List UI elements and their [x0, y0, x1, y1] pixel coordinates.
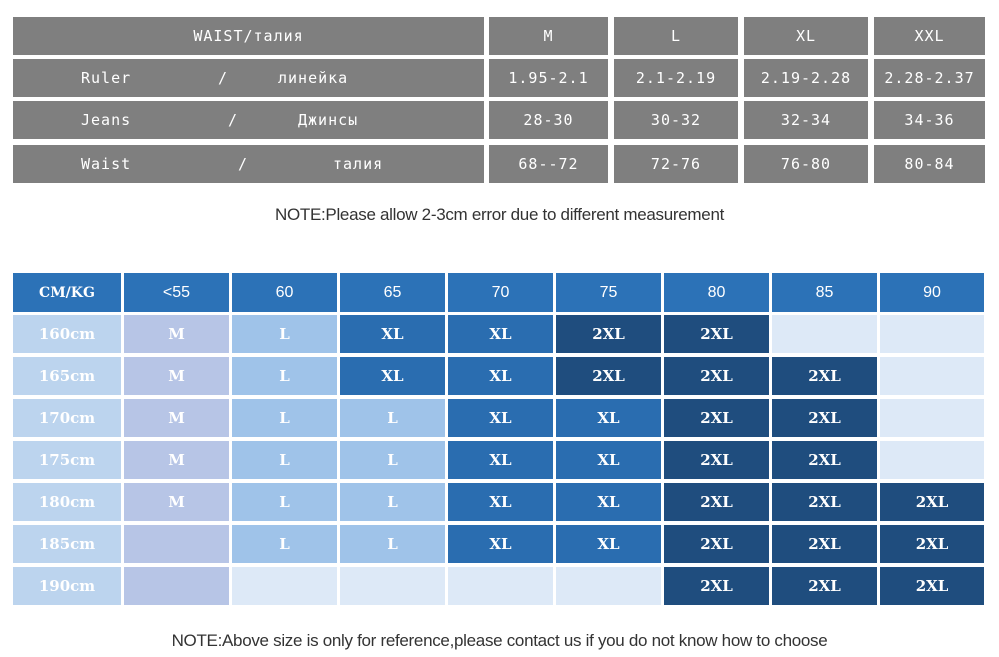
height-label: 190cm [13, 567, 121, 605]
size-cell: 2XL [880, 525, 984, 563]
waist-cell: 2.19-2.28 [744, 59, 868, 97]
row-name-ru: Джинсы [298, 111, 359, 129]
height-label: 180cm [13, 483, 121, 521]
waist-cell: 2.1-2.19 [614, 59, 738, 97]
size-cell: 2XL [772, 567, 877, 605]
size-cell [880, 357, 984, 395]
size-cell: 2XL [556, 315, 661, 353]
size-cell: M [124, 483, 229, 521]
waist-cell: 80-84 [874, 145, 985, 183]
size-cell: XL [556, 483, 661, 521]
size-cell: XL [448, 357, 553, 395]
weight-header: 85 [772, 273, 877, 312]
row-label-waist [13, 145, 484, 183]
size-header-xxl: XXL [874, 17, 985, 55]
size-cell: L [232, 525, 337, 563]
row-name-en: Jeans [81, 111, 132, 129]
size-cell: M [124, 399, 229, 437]
size-cell [880, 399, 984, 437]
row-name-en: Waist [81, 155, 132, 173]
waist-cell: 30-32 [614, 101, 738, 139]
size-cell [556, 567, 661, 605]
waist-cell: 32-34 [744, 101, 868, 139]
chart-corner-header: CM/KG [13, 273, 121, 312]
size-cell: L [232, 399, 337, 437]
size-cell: L [340, 399, 445, 437]
size-cell: XL [556, 525, 661, 563]
size-header-m: M [489, 17, 608, 55]
size-cell: M [124, 441, 229, 479]
size-cell: 2XL [772, 399, 877, 437]
size-cell: 2XL [772, 441, 877, 479]
size-cell: 2XL [664, 357, 769, 395]
weight-header: 90 [880, 273, 984, 312]
size-cell [232, 567, 337, 605]
size-cell: 2XL [556, 357, 661, 395]
size-cell: L [340, 483, 445, 521]
waist-cell: 2.28-2.37 [874, 59, 985, 97]
size-cell: XL [340, 357, 445, 395]
size-cell [340, 567, 445, 605]
waist-cell: 76-80 [744, 145, 868, 183]
size-cell: L [232, 357, 337, 395]
size-cell: M [124, 357, 229, 395]
waist-cell: 72-76 [614, 145, 738, 183]
size-cell [772, 315, 877, 353]
size-cell [124, 567, 229, 605]
row-label-ruler [13, 59, 484, 97]
size-cell: 2XL [772, 525, 877, 563]
weight-header: 60 [232, 273, 337, 312]
waist-cell: 34-36 [874, 101, 985, 139]
size-header-xl: XL [744, 17, 868, 55]
row-name-ru: талия [333, 155, 384, 173]
size-cell: M [124, 315, 229, 353]
weight-header: <55 [124, 273, 229, 312]
row-separator: / [238, 155, 249, 173]
size-cell: L [340, 441, 445, 479]
row-label-jeans [13, 101, 484, 139]
size-cell: XL [448, 483, 553, 521]
size-cell: XL [340, 315, 445, 353]
height-label: 175cm [13, 441, 121, 479]
size-cell: 2XL [664, 399, 769, 437]
size-cell [880, 441, 984, 479]
waist-cell: 68--72 [489, 145, 608, 183]
height-label: 165cm [13, 357, 121, 395]
size-cell: L [232, 441, 337, 479]
weight-header: 75 [556, 273, 661, 312]
size-cell [124, 525, 229, 563]
size-cell: 2XL [772, 483, 877, 521]
size-cell [448, 567, 553, 605]
size-cell: 2XL [664, 315, 769, 353]
size-cell: L [232, 315, 337, 353]
weight-header: 80 [664, 273, 769, 312]
row-name-en: Ruler [81, 69, 132, 87]
size-cell: 2XL [880, 567, 984, 605]
row-separator: / [218, 69, 229, 87]
height-label: 170cm [13, 399, 121, 437]
size-cell: XL [556, 441, 661, 479]
size-cell: 2XL [664, 567, 769, 605]
size-cell: 2XL [664, 441, 769, 479]
height-label: 160cm [13, 315, 121, 353]
size-cell: XL [448, 399, 553, 437]
size-cell: 2XL [664, 483, 769, 521]
size-cell: XL [448, 315, 553, 353]
row-separator: / [228, 111, 239, 129]
waist-cell: 1.95-2.1 [489, 59, 608, 97]
size-cell: 2XL [772, 357, 877, 395]
size-cell: XL [448, 441, 553, 479]
row-name-ru: линейка [278, 69, 349, 87]
weight-header: 65 [340, 273, 445, 312]
size-cell: L [232, 483, 337, 521]
size-cell: 2XL [664, 525, 769, 563]
height-label: 185cm [13, 525, 121, 563]
measurement-note: NOTE:Please allow 2-3cm error due to different measurement [274, 205, 725, 224]
size-header-l: L [614, 17, 738, 55]
size-cell: XL [556, 399, 661, 437]
size-cell: L [340, 525, 445, 563]
size-cell: 2XL [880, 483, 984, 521]
size-cell [880, 315, 984, 353]
reference-note: NOTE:Above size is only for reference,please contact us if you do not know how to choose [171, 631, 828, 650]
waist-cell: 28-30 [489, 101, 608, 139]
size-cell: XL [448, 525, 553, 563]
waist-header-label: WAIST/талия [13, 17, 484, 55]
weight-header: 70 [448, 273, 553, 312]
